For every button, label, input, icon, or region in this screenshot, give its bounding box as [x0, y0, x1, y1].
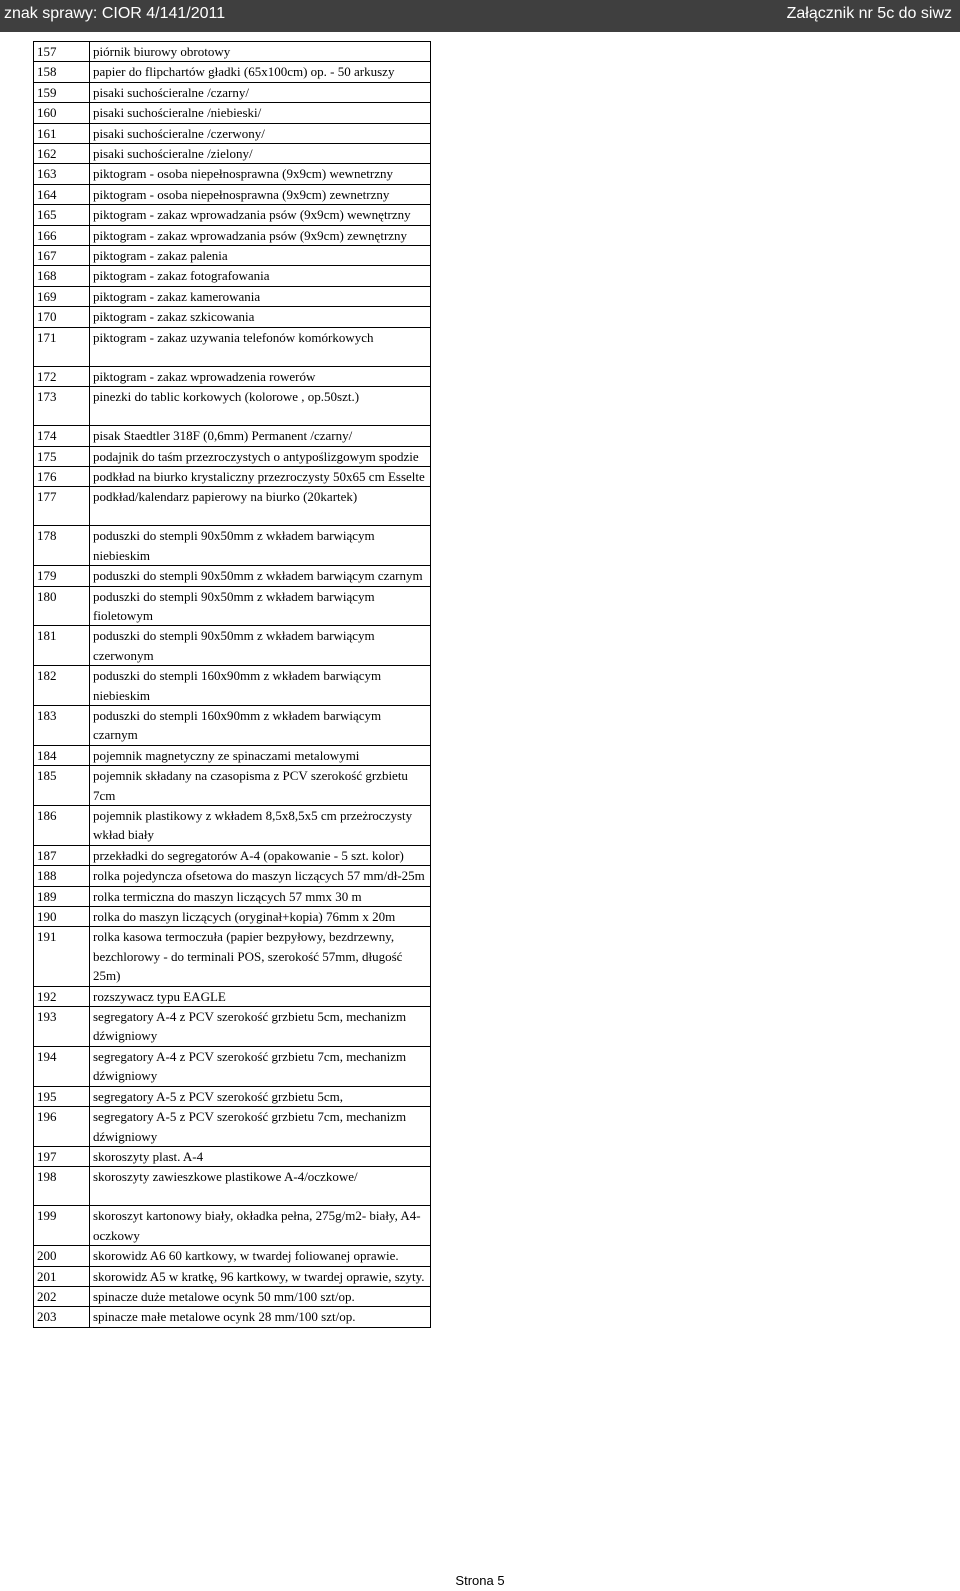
- row-number: 198: [34, 1167, 90, 1206]
- table-row: [34, 626, 431, 666]
- table-row: [34, 123, 431, 143]
- row-number: 192: [34, 986, 90, 1006]
- table-row: [34, 986, 431, 1006]
- item-name: pisaki suchościeralne /zielony/: [90, 144, 431, 164]
- table-row: [34, 1286, 431, 1306]
- table-row: [34, 103, 431, 123]
- table-row: [34, 845, 431, 865]
- item-name: podkład na biurko krystaliczny przezroczysty 50x65 cm Esselte: [90, 466, 431, 486]
- item-name: skorowidz A5 w kratkę, 96 kartkowy, w twardej oprawie, szyty.: [90, 1266, 431, 1286]
- row-number: 201: [34, 1266, 90, 1286]
- item-name: rozszywacz typu EAGLE: [90, 986, 431, 1006]
- row-number: 194: [34, 1046, 90, 1086]
- table-row: [34, 566, 431, 586]
- table-row: [34, 1307, 431, 1327]
- row-number: 163: [34, 164, 90, 184]
- item-name: papier do flipchartów gładki (65x100cm) op. - 50 arkuszy: [90, 62, 431, 82]
- table-row: [34, 82, 431, 102]
- item-name: segregatory A-4 z PCV szerokość grzbietu 5cm, mechanizm dźwigniowy: [90, 1007, 431, 1047]
- table-row: [34, 927, 431, 986]
- table-row: [34, 766, 431, 806]
- item-name: piktogram - osoba niepełnosprawna (9x9cm) wewnetrzny: [90, 164, 431, 184]
- table-row: [34, 426, 431, 446]
- row-number: 181: [34, 626, 90, 666]
- table-row: [34, 1007, 431, 1047]
- row-number: 173: [34, 387, 90, 426]
- row-number: 178: [34, 526, 90, 566]
- row-number: 169: [34, 286, 90, 306]
- item-name: piórnik biurowy obrotowy: [90, 42, 431, 62]
- table-row: [34, 666, 431, 706]
- row-number: 168: [34, 266, 90, 286]
- row-number: 174: [34, 426, 90, 446]
- item-name: piktogram - zakaz wprowadzania psów (9x9cm) zewnętrzny: [90, 225, 431, 245]
- item-name: segregatory A-5 z PCV szerokość grzbietu 7cm, mechanizm dźwigniowy: [90, 1107, 431, 1147]
- item-name: pinezki do tablic korkowych (kolorowe , op.50szt.): [90, 387, 431, 426]
- row-number: 200: [34, 1246, 90, 1266]
- row-number: 175: [34, 446, 90, 466]
- item-name: poduszki do stempli 160x90mm z wkładem barwiącym czarnym: [90, 705, 431, 745]
- row-number: 179: [34, 566, 90, 586]
- item-name: skoroszyt kartonowy biały, okładka pełna, 275g/m2- biały, A4-oczkowy: [90, 1206, 431, 1246]
- item-name: piktogram - zakaz wprowadzania psów (9x9cm) wewnętrzny: [90, 205, 431, 225]
- item-name: poduszki do stempli 90x50mm z wkładem barwiącym niebieskim: [90, 526, 431, 566]
- item-name: segregatory A-5 z PCV szerokość grzbietu 5cm,: [90, 1086, 431, 1106]
- item-name: rolka pojedyncza ofsetowa do maszyn liczących 57 mm/dł-25m: [90, 866, 431, 886]
- row-number: 177: [34, 487, 90, 526]
- table-row: [34, 487, 431, 526]
- row-number: 162: [34, 144, 90, 164]
- item-name: poduszki do stempli 90x50mm z wkładem barwiącym czerwonym: [90, 626, 431, 666]
- table-row: [34, 184, 431, 204]
- item-name: piktogram - zakaz palenia: [90, 246, 431, 266]
- row-number: 159: [34, 82, 90, 102]
- row-number: 202: [34, 1286, 90, 1306]
- table-row: [34, 225, 431, 245]
- item-name: segregatory A-4 z PCV szerokość grzbietu 7cm, mechanizm dźwigniowy: [90, 1046, 431, 1086]
- table-row: [34, 1246, 431, 1266]
- item-name: poduszki do stempli 160x90mm z wkładem barwiącym niebieskim: [90, 666, 431, 706]
- table-row: [34, 526, 431, 566]
- table-row: [34, 144, 431, 164]
- row-number: 180: [34, 586, 90, 626]
- table-row: [34, 806, 431, 846]
- table-row: [34, 205, 431, 225]
- table-row: [34, 1206, 431, 1246]
- item-name: piktogram - zakaz uzywania telefonów komórkowych: [90, 327, 431, 366]
- table-row: [34, 327, 431, 366]
- row-number: 197: [34, 1146, 90, 1166]
- row-number: 193: [34, 1007, 90, 1047]
- table-row: [34, 1146, 431, 1166]
- item-name: spinacze małe metalowe ocynk 28 mm/100 szt/op.: [90, 1307, 431, 1327]
- row-number: 157: [34, 42, 90, 62]
- row-number: 189: [34, 886, 90, 906]
- row-number: 185: [34, 766, 90, 806]
- item-name: rolka kasowa termoczuła (papier bezpyłowy, bezdrzewny, bezchlorowy - do terminali POS, szerokość 57mm, długość 25m): [90, 927, 431, 986]
- row-number: 172: [34, 366, 90, 386]
- row-number: 199: [34, 1206, 90, 1246]
- table-row: [34, 705, 431, 745]
- item-name: piktogram - zakaz kamerowania: [90, 286, 431, 306]
- item-name: pisaki suchościeralne /niebieski/: [90, 103, 431, 123]
- items-table-body: [34, 42, 431, 1328]
- row-number: 187: [34, 845, 90, 865]
- table-row: [34, 745, 431, 765]
- row-number: 176: [34, 466, 90, 486]
- items-table: [33, 41, 431, 1328]
- item-name: skoroszyty zawieszkowe plastikowe A-4/oczkowe/: [90, 1167, 431, 1206]
- item-name: pisak Staedtler 318F (0,6mm) Permanent /czarny/: [90, 426, 431, 446]
- table-row: [34, 286, 431, 306]
- item-name: rolka termiczna do maszyn liczących 57 mmx 30 m: [90, 886, 431, 906]
- row-number: 158: [34, 62, 90, 82]
- row-number: 164: [34, 184, 90, 204]
- page-number: Strona 5: [455, 1573, 505, 1588]
- item-name: przekładki do segregatorów A-4 (opakowanie - 5 szt. kolor): [90, 845, 431, 865]
- table-row: [34, 866, 431, 886]
- table-row: [34, 1107, 431, 1147]
- table-row: [34, 1046, 431, 1086]
- table-row: [34, 62, 431, 82]
- row-number: 188: [34, 866, 90, 886]
- item-name: pojemnik magnetyczny ze spinaczami metalowymi: [90, 745, 431, 765]
- table-row: [34, 266, 431, 286]
- item-name: skoroszyty plast. A-4: [90, 1146, 431, 1166]
- row-number: 195: [34, 1086, 90, 1106]
- attachment-label: Załącznik nr 5c do siwz: [786, 5, 952, 22]
- item-name: pojemnik składany na czasopisma z PCV szerokość grzbietu 7cm: [90, 766, 431, 806]
- row-number: 186: [34, 806, 90, 846]
- row-number: 165: [34, 205, 90, 225]
- table-row: [34, 907, 431, 927]
- item-name: podkład/kalendarz papierowy na biurko (20kartek): [90, 487, 431, 526]
- item-name: piktogram - zakaz fotografowania: [90, 266, 431, 286]
- item-name: piktogram - zakaz szkicowania: [90, 307, 431, 327]
- item-name: spinacze duże metalowe ocynk 50 mm/100 szt/op.: [90, 1286, 431, 1306]
- item-name: poduszki do stempli 90x50mm z wkładem barwiącym czarnym: [90, 566, 431, 586]
- table-row: [34, 164, 431, 184]
- table-row: [34, 1167, 431, 1206]
- row-number: 161: [34, 123, 90, 143]
- item-name: pojemnik plastikowy z wkładem 8,5x8,5x5 cm przeżroczysty wkład biały: [90, 806, 431, 846]
- row-number: 190: [34, 907, 90, 927]
- row-number: 191: [34, 927, 90, 986]
- item-name: pisaki suchościeralne /czarny/: [90, 82, 431, 102]
- item-name: podajnik do taśm przezroczystych o antypoślizgowym spodzie: [90, 446, 431, 466]
- row-number: 183: [34, 705, 90, 745]
- item-name: pisaki suchościeralne /czerwony/: [90, 123, 431, 143]
- table-row: [34, 886, 431, 906]
- case-number: znak sprawy: CIOR 4/141/2011: [4, 5, 226, 22]
- table-row: [34, 246, 431, 266]
- row-number: 196: [34, 1107, 90, 1147]
- table-row: [34, 446, 431, 466]
- table-row: [34, 586, 431, 626]
- item-name: piktogram - zakaz wprowadzenia rowerów: [90, 366, 431, 386]
- row-number: 166: [34, 225, 90, 245]
- table-row: [34, 466, 431, 486]
- row-number: 170: [34, 307, 90, 327]
- row-number: 182: [34, 666, 90, 706]
- table-row: [34, 1086, 431, 1106]
- item-name: rolka do maszyn liczących (oryginał+kopia) 76mm x 20m: [90, 907, 431, 927]
- row-number: 160: [34, 103, 90, 123]
- row-number: 184: [34, 745, 90, 765]
- table-row: [34, 42, 431, 62]
- item-name: skorowidz A6 60 kartkowy, w twardej foliowanej oprawie.: [90, 1246, 431, 1266]
- row-number: 167: [34, 246, 90, 266]
- table-row: [34, 307, 431, 327]
- table-row: [34, 366, 431, 386]
- item-name: piktogram - osoba niepełnosprawna (9x9cm) zewnetrzny: [90, 184, 431, 204]
- row-number: 203: [34, 1307, 90, 1327]
- table-row: [34, 1266, 431, 1286]
- document-header: [0, 0, 960, 32]
- table-row: [34, 387, 431, 426]
- item-name: poduszki do stempli 90x50mm z wkładem barwiącym fioletowym: [90, 586, 431, 626]
- row-number: 171: [34, 327, 90, 366]
